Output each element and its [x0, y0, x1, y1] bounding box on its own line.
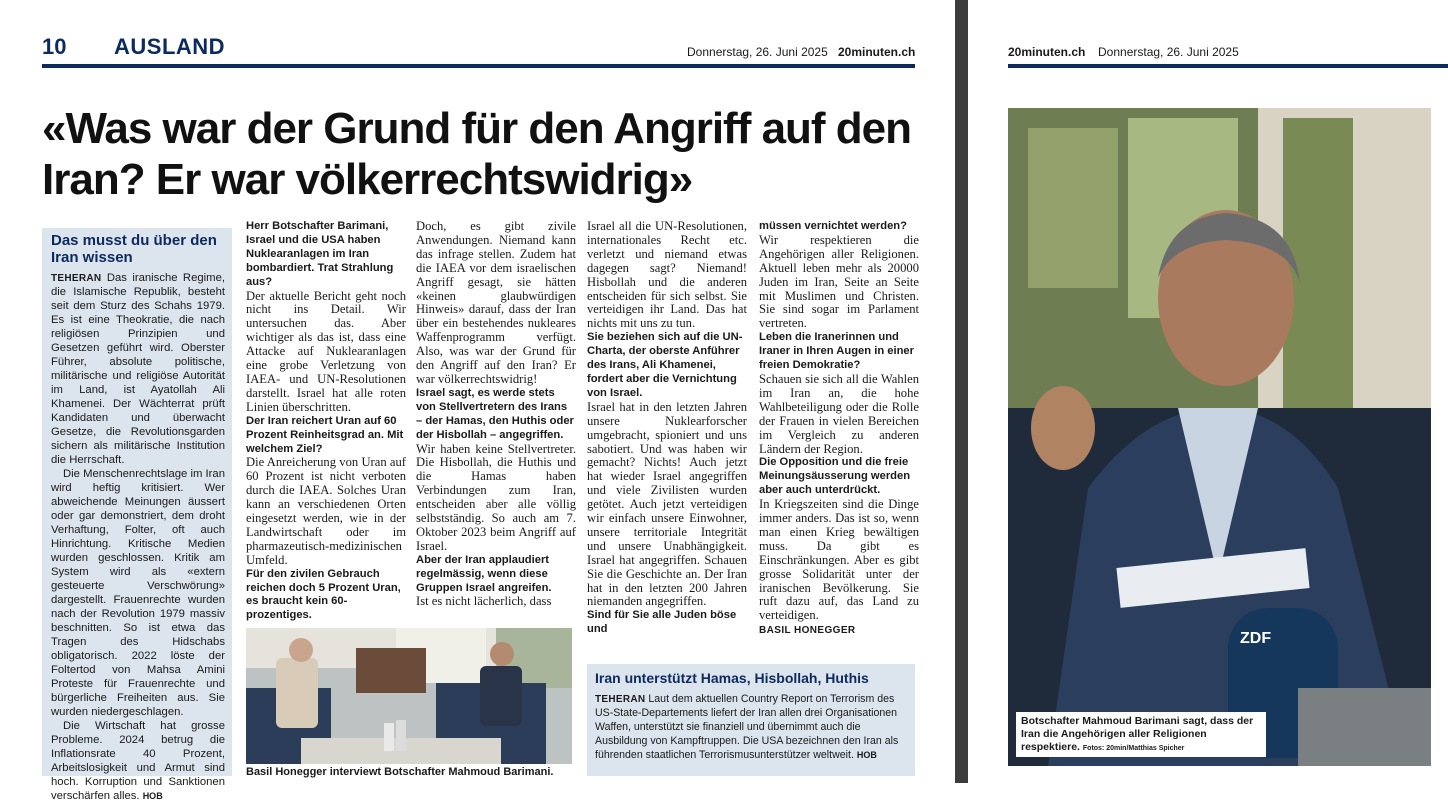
portrait-caption-text: Botschafter Mahmoud Barimani sagt, dass der Iran die Angehörigen aller Religionen respektiere. [1021, 715, 1254, 753]
interview-answer: Die Anreicherung von Uran auf 60 Prozent ist nicht verboten durch die IAEA. Solches Uran kann an verschiedenen Orten eingesetzt werden, wie in der Landwirtschaft oder im pharmazeutisch-medizinischen Umfeld. [246, 455, 406, 567]
ambassador-portrait-photo [1008, 108, 1431, 766]
infobox [42, 228, 232, 802]
page-gutter [955, 0, 968, 783]
sidebox-title: Iran unterstützt Hamas, Hisbollah, Huthis [595, 670, 869, 686]
interview-answer: Wir respektieren die Angehörigen aller Religionen. Aktuell leben mehr als 20000 Juden im Iran, Seite an Seite mit Muslimen und Christen. Sie sind sogar im Parlament vertreten. [759, 232, 919, 331]
sidebox [587, 664, 915, 776]
right-site: 20minuten.ch [1008, 45, 1086, 59]
sidebox-dateline: TEHERAN [595, 694, 646, 705]
interview-answer: Doch, es gibt zivile Anwendungen. Niemand kann das infrage stellen. Zudem hat die IAEA vor dem israelischen Angriff gesagt, sie hätten «keinen glaubwürdigen Hinweis» darauf, dass der Iran über ein bestehendes nukleares Waffenprogramm verfügt. Also, was war der Grund für den Angriff auf den Iran? Er war völkerrechtswidrig! [416, 219, 576, 386]
portrait-caption [1016, 712, 1266, 757]
infobox-paragraph-3: Die Wirtschaft hat grosse Probleme. 2024 betrug die Inflationsrate 40 Prozent, Arbeitslosigkeit und Armut sind hoch. Korruption und Sanktionen verschärfen alles. HOB [51, 719, 225, 802]
interview-answer: Israel all die UN-Resolutionen, internationales Recht etc. verletzt und niemand etwas dagegen sagt? Niemand! Hisbollah und die anderen entscheiden für sich selbst. Sie verteidigen ihr Land. Das hat nichts mit uns zu tun. [587, 219, 747, 331]
interview-question: Die Opposition und die freie Meinungsäusserung werden aber auch unterdrückt. [759, 456, 911, 497]
page-number: 10 [42, 34, 67, 59]
interview-question: Leben die Iranerinnen und Iraner in Ihren Augen in einer freien Demokratie? [759, 331, 914, 372]
article-column-3 [587, 220, 747, 645]
article-author: BASIL HONEGGER [759, 625, 856, 637]
right-date: Donnerstag, 26. Juni 2025 [1098, 45, 1239, 59]
infobox-paragraph-2: Die Menschenrechtslage im Iran wird heftig kritisiert. Wer abweichende Meinungen äussert oder gar demonstriert, dem droht Verhaftung, Folter, oft auch Hinrichtung. Kritische Medien wurden geschlossen. Kritik am System wird als «extern gesteuerte Verschwörung» dargestellt. Frauenrechte wurden nach der Revolution 1979 massiv beschnitten. So ist etwa das Tragen des Hidschabs obligatorisch. 2022 löste der Foltertod von Mahsa Amini Proteste für Frauenrechte und bürgerliche Freiheiten aus. Sie wurden niedergeschlagen. [51, 467, 225, 718]
section-title: AUSLAND [114, 34, 226, 59]
left-site: 20minuten.ch [838, 45, 916, 59]
article-column-4 [759, 220, 919, 650]
left-date: Donnerstag, 26. Juni 2025 [687, 45, 828, 59]
right-header-rule [1008, 64, 1448, 68]
interview-question: Israel sagt, es werde stets von Stellvertretern des Irans – der Hamas, den Huthis oder der Hisbollah – angegriffen. [416, 386, 574, 441]
interview-answer: Der aktuelle Bericht geht noch nicht ins Detail. Wir untersuchen das. Aber wichtiger als das ist, dass eine Attacke auf Nuklearanlagen eine grobe Verletzung von IAEA- und UN-Resolutionen darstellt. Israel hat alle roten Linien überschritten. [246, 288, 406, 414]
infobox-dateline: TEHERAN [51, 272, 102, 284]
interview-answer: Israel hat in den letzten Jahren unsere Nuklearforscher umgebracht, spioniert und uns sabotiert. Und was haben wir gemacht? Nichts! Auch jetzt hat wieder Israel angegriffen und viele Zivilisten wurden getötet. Auch jetzt verteidigen wir einfach unsere Einwohner, unsere territoriale Integrität und unsere Unabhängigkeit. Israel hat angegriffen. Schauen Sie die Geschichte an. Der Iran hat in den letzten 200 Jahren niemanden angegriffen. [587, 399, 747, 609]
article-column-2 [416, 220, 576, 618]
interview-answer: Schauen sie sich all die Wahlen im Iran an, die hohe Wahlbeteiligung oder die Rolle der Frauen in vielen Bereichen im Vergleich zu anderen Ländern der Region. [759, 371, 919, 456]
sidebox-author: HOB [856, 750, 877, 760]
interview-answer: Wir haben keine Stellvertreter. Die Hisbollah, die Huthis und die Hamas haben Verbindungen zum Iran, entscheiden aber alle völlig selbstständig. So auch am 7. Oktober 2023 beim Angriff auf Israel. [416, 441, 576, 553]
interview-answer: Ist es nicht lächerlich, dass [416, 594, 552, 609]
header-rule [42, 64, 915, 68]
infobox-author: HOB [142, 790, 163, 801]
photo-credit: Fotos: 20min/Matthias Spicher [1082, 745, 1185, 752]
right-page [968, 0, 1448, 783]
interview-question: Für den zivilen Gebrauch reichen doch 5 Prozent Uran, es braucht kein 60-prozentiges. [246, 567, 401, 622]
interview-question: Sie beziehen sich auf die UN-Charta, der oberste Anführer des Irans, Ali Khamenei, fordert aber die Vernichtung von Israel. [587, 331, 743, 399]
article-column-1 [246, 220, 406, 622]
infobox-title: Das musst du über den Iran wissen [51, 232, 217, 266]
infobox-paragraph-1: TEHERAN Das iranische Regime, die Islamische Republik, besteht seit dem Sturz des Schahs 1979. Es ist eine Theokratie, die nach religiösen Prinzipien und Gesetzen geführt wird. Oberster Führer, absolute politische, militärische und religiöse Autorität im Land, ist Ayatollah Ali Khamenei. Der Wächterrat prüft Kandidaten und überwacht Gesetze, die Revolutionsgarden sichern als militärische Institution die Herrschaft. [51, 271, 225, 466]
headline: «Was war der Grund für den Angriff auf den Iran? Er war völkerrechtswidrig» [42, 104, 912, 205]
sidebox-text: TEHERAN Laut dem aktuellen Country Report on Terrorism des US-State-Departements liefert der Iran allen drei Organisationen Waffen, unterstützt sie finanziell und übernimmt auch die Ausbildung von Kampftruppen. Die USA bezeichnen den Iran als führenden staatlichen Terrorismusunterstützer weltweit. HOB [595, 693, 899, 761]
microphone-label: ZDF [1240, 630, 1272, 647]
interview-photo-caption: Basil Honegger interviewt Botschafter Mahmoud Barimani. [246, 766, 554, 778]
interview-question: Aber der Iran applaudiert regelmässig, wenn diese Gruppen Israel angreifen. [416, 553, 552, 594]
interview-photo [246, 628, 572, 764]
interview-question: Der Iran reichert Uran auf 60 Prozent Reinheitsgrad an. Mit welchem Ziel? [246, 414, 404, 455]
interview-question: Herr Botschafter Barimani, Israel und die USA haben Nuklearanlagen im Iran bombardiert. Trat Strahlung aus? [246, 220, 394, 288]
interview-answer: In Kriegszeiten sind die Dinge immer anders. Das ist so, wenn man einen Krieg bewältigen muss. Da gibt es Einschränkungen. Aber es gibt grosse Solidarität unter der iranischen Bevölkerung. Sie ruft dazu auf, das Land zu verteidigen. [759, 497, 919, 623]
interview-question: müssen vernichtet werden? [759, 220, 907, 232]
interview-question: Sind für Sie alle Juden böse und [587, 609, 737, 636]
